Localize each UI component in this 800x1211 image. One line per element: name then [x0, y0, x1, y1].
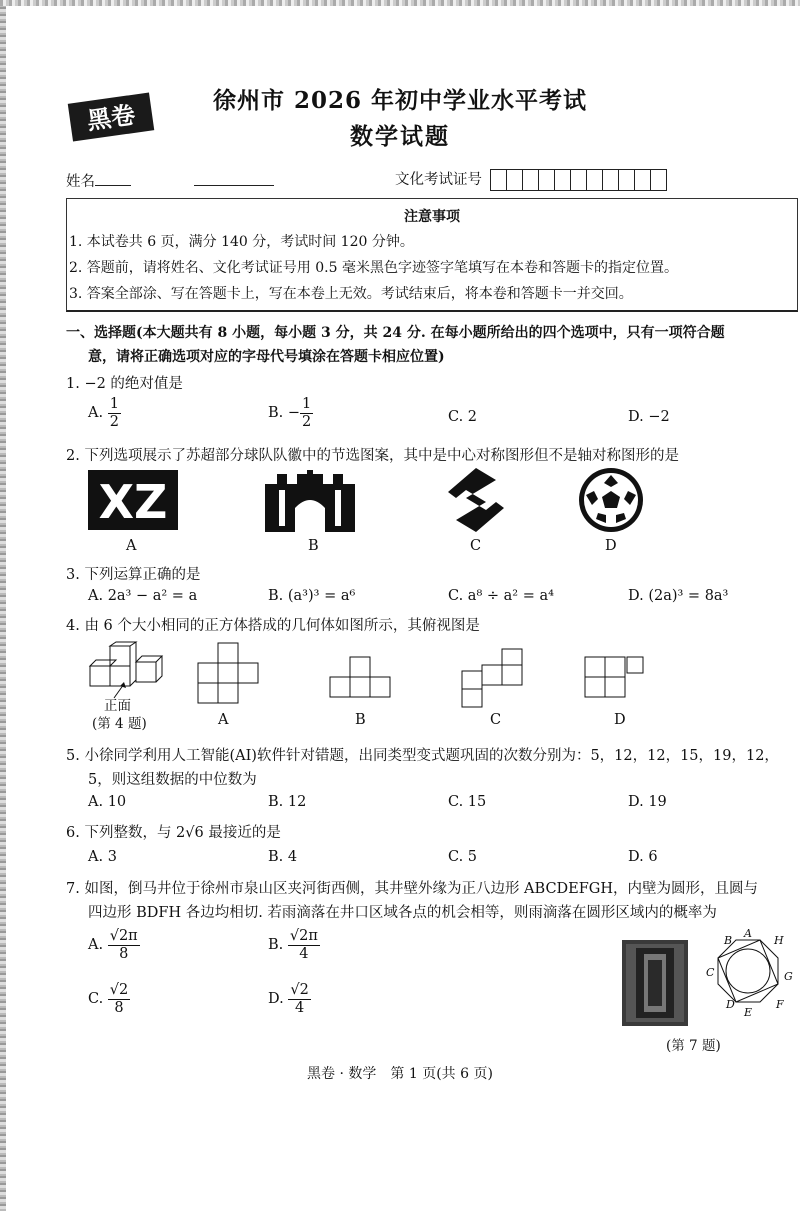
- q4-label-b: B: [355, 712, 366, 728]
- q4-label-a: A: [218, 712, 229, 728]
- q4-option-d-figure: [585, 656, 647, 698]
- q4-caption: (第 4 题): [92, 716, 147, 732]
- q4-front-label: 正面: [104, 698, 131, 714]
- badge-text: 黑卷: [85, 100, 137, 136]
- vertex-label-a: A: [744, 927, 752, 940]
- q2-label-c: C: [470, 538, 482, 554]
- section-heading: 一、选择题(本大题共有 8 小题，每小题 3 分，共 24 分. 在每小题所给出的四个选项中，只有一项符合题: [66, 325, 725, 341]
- vertex-label-g: G: [784, 970, 793, 983]
- question-5-stem: 5. 小徐同学利用人工智能(AI)软件针对错题，出同类型变式题巩固的次数分别为：5，12，12，15，19，12，: [66, 748, 779, 764]
- vertex-label-c: C: [706, 966, 715, 979]
- vertex-label-h: H: [774, 934, 784, 947]
- q3-option-c: C. a⁸ ÷ a² = a⁴: [448, 588, 554, 604]
- question-1-stem: 1. −2 的绝对值是: [66, 376, 183, 392]
- octagon-figure: [696, 928, 796, 1032]
- q3-option-a: A. 2a³ − a² = a: [88, 588, 198, 604]
- id-line: [395, 168, 667, 191]
- question-6-stem: 6. 下列整数，与 2√6 最接近的是: [66, 825, 281, 841]
- q6-option-b: B. 4: [268, 849, 298, 865]
- q5-option-c: C. 15: [448, 794, 487, 810]
- q1-option-b: B. − $\frac{1}{2}$: [268, 396, 312, 430]
- q1-option-c: C. 2: [448, 409, 478, 425]
- q2-figure-c: [448, 468, 504, 532]
- name-label: 姓名: [66, 174, 95, 190]
- notice-item: 1. 本试卷共 6 页，满分 140 分，考试时间 120 分钟。: [69, 234, 414, 250]
- question-7-stem-cont: 四边形 BDFH 各边均相切. 若雨滴落在井口区域各点的机会相等，则雨滴落在圆形区域内的概率为: [88, 905, 717, 921]
- exam-subject: 数学试题: [350, 123, 450, 150]
- section-heading-cont: 意，请将正确选项对应的字母代号填涂在答题卡相应位置): [88, 349, 445, 365]
- question-2-stem: 2. 下列选项展示了苏超部分球队队徽中的节选图案，其中是中心对称图形但不是轴对称图形的是: [66, 448, 679, 464]
- vertex-label-d: D: [726, 998, 735, 1011]
- q6-option-a: A. 3: [88, 849, 117, 865]
- scan-edge-left: [0, 0, 6, 1211]
- q5-option-b: B. 12: [268, 794, 307, 810]
- q2-label-a: A: [126, 538, 137, 554]
- name-line: [66, 170, 274, 191]
- q1-option-d: D. −2: [628, 409, 670, 425]
- q7-option-b: B. $\frac{√2\pi}{4}$: [268, 928, 318, 962]
- q2-label-d: D: [605, 538, 617, 554]
- question-4-stem: 4. 由 6 个大小相同的正方体搭成的几何体如图所示，其俯视图是: [66, 618, 480, 634]
- vertex-label-e: E: [744, 1006, 753, 1019]
- q5-option-d: D. 19: [628, 794, 667, 810]
- q6-option-c: C. 5: [448, 849, 478, 865]
- q2-figure-d: [578, 467, 644, 533]
- question-7-stem: 7. 如图，倒马井位于徐州市泉山区夹河街西侧，其井壁外缘为正八边形 ABCDEFGH，内壁为圆形，且圆与: [66, 881, 759, 897]
- q2-label-b: B: [308, 538, 319, 554]
- name-blank[interactable]: [95, 171, 131, 186]
- q3-option-b: B. (a³)³ = a⁶: [268, 588, 356, 604]
- page-footer: 黑卷 · 数学 第 1 页(共 6 页): [307, 1066, 493, 1082]
- svg-text:XZ: XZ: [98, 475, 168, 529]
- q7-option-d: D. $\frac{√2}{4}$: [268, 982, 309, 1016]
- notice-heading: 注意事项: [404, 209, 460, 225]
- well-photo: [622, 940, 688, 1026]
- q7-option-a: A. $\frac{√2\pi}{8}$: [88, 928, 138, 962]
- id-label: 文化考试证号: [395, 172, 482, 188]
- q7-option-c: C. $\frac{√2}{8}$: [88, 982, 129, 1016]
- q3-option-d: D. (2a)³ = 8a³: [628, 588, 729, 604]
- notice-item: 3. 答案全部涂、写在答题卡上，写在本卷上无效。考试结束后，将本卷和答题卡一并交回。: [69, 286, 633, 302]
- q2-figure-b: [265, 470, 355, 532]
- question-5-stem-cont: 5，则这组数据的中位数为: [88, 772, 257, 788]
- q4-option-c-figure: [462, 648, 526, 708]
- exam-title: 徐州市 2026 年初中学业水平考试: [212, 87, 588, 114]
- q5-option-a: A. 10: [88, 794, 127, 810]
- q1-option-a: A. $\frac{1}{2}$: [88, 396, 119, 430]
- question-3-stem: 3. 下列运算正确的是: [66, 567, 201, 583]
- q4-option-a-figure: [198, 642, 258, 704]
- vertex-label-f: F: [776, 998, 784, 1011]
- scan-edge-top: [0, 0, 800, 6]
- q4-label-c: C: [490, 712, 502, 728]
- notice-item: 2. 答题前，请将姓名、文化考试证号用 0.5 毫米黑色字迹签字笔填写在本卷和答题卡的指定位置。: [69, 260, 678, 276]
- name-blank-2[interactable]: [194, 171, 274, 186]
- vertex-label-b: B: [724, 934, 733, 947]
- q4-label-d: D: [614, 712, 626, 728]
- q7-caption: (第 7 题): [666, 1038, 721, 1054]
- q2-figure-a: [88, 470, 178, 530]
- q4-option-b-figure: [330, 656, 392, 698]
- q6-option-d: D. 6: [628, 849, 658, 865]
- id-boxes[interactable]: [490, 169, 667, 191]
- notice-box: [66, 198, 798, 312]
